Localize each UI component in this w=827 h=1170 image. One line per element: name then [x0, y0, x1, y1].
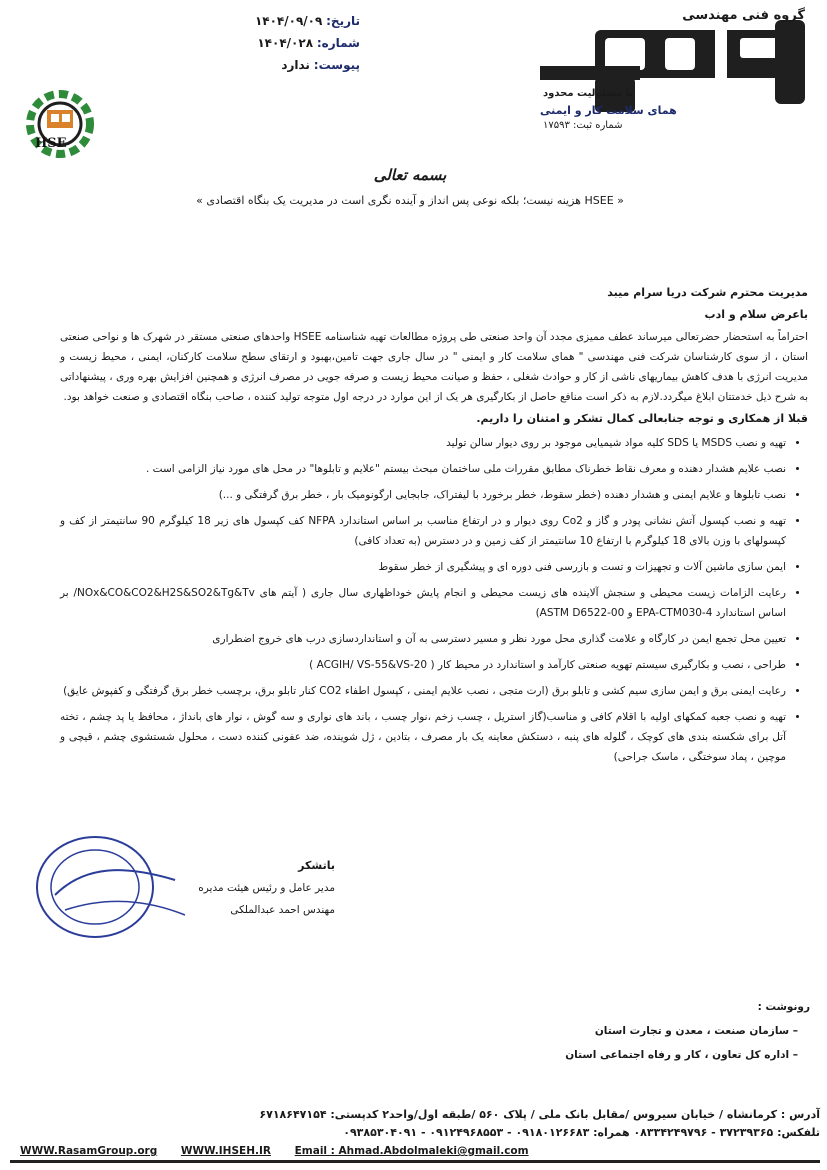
recipient: مدیریت محترم شرکت دریا سرام میبد: [607, 286, 808, 299]
date-value: ۱۴۰۴/۰۹/۰۹: [254, 14, 323, 28]
attachment-value: ندارد: [281, 58, 310, 72]
signature-block: [185, 855, 335, 921]
number-label: شماره:: [316, 36, 360, 50]
number-row: [250, 32, 360, 54]
motto: « HSEE هزینه نیست؛ بلکه نوعی پس انداز و آینده نگری است در مدیریت یک بنگاه اقتصادی »: [196, 194, 624, 207]
intro-line: قبلا از همکاری و توجه جنابعالی کمال تشکر و امتنان را داریم.: [476, 412, 808, 425]
company-stamp: [25, 825, 195, 950]
greeting: باعرض سلام و ادب: [704, 308, 808, 321]
attachment-row: [250, 54, 360, 76]
logo-subtitle: همای سلامت کار و ایمنی: [540, 104, 677, 117]
footer-links: [20, 1145, 549, 1157]
list-item: • تهیه و نصب MSDS یا SDS کلیه مواد شیمیایی موجود بر روی دیوار سالن تولید: [60, 433, 786, 453]
list-item: • تعیین محل تجمع ایمن در کارگاه و علامت گذاری محل مورد نظر و مسیر دسترسی به آن و استانداردسازی درب های خروج اضطراری: [60, 629, 786, 649]
letter-body: [60, 283, 808, 773]
email-link[interactable]: Email : Ahmad.Abdolmaleki@gmail.com: [294, 1145, 529, 1157]
list-item: • تهیه و نصب جعبه کمکهای اولیه با اقلام کافی و مناسب(گاز استریل ، چسب زخم ،نوار چسب ، باند های نواری و سه گوش ، نوار های بانداژ ، محافظ یا پد چشم ، تخته آتل برای شکسته بندی های کوچک ، گلوله های پنبه ، دستکش معاینه یک بار مصرف ، بتادین ، ژل شوینده، ضد عفونی کننده دست ، محلول شستشوی چشم ، قیچی و موچین ، پماد سوختگی ، ماسک جراحی): [60, 707, 786, 767]
list-item: • نصب علایم هشدار دهنده و معرف نقاط خطرناک مطابق مقررات ملی ساختمان مبحث بیستم "علایم و تابلوها" در محل های مورد نیاز الزامی است .: [60, 459, 786, 479]
logo-registration: شماره ثبت: ۱۷۵۹۳: [543, 120, 623, 131]
number-value: ۱۴۰۴/۰۲۸: [257, 36, 314, 50]
company-logo: [535, 8, 815, 136]
body-paragraph: احتراماً به استحضار حضرتعالی میرساند عطف ممیزی مجدد آن واحد صنعتی طی پروژه مطالعات تهیه شناسنامه HSEE واحدهای صنعتی مستقر در شهرک ها و نواحی صنعتی استان ، از سوی کارشناسان شرکت فنی مهندسی " همای سلامت کار و ایمنی " در سال جاری جهت تامین،بهبود و ارتقای سطح سلامت کارکنان، ایمنی ، محیط زیست و مدیریت انرژی با هدف کاهش بیماریهای ناشی از کار و حوادث شغلی ، حفظ و صیانت محیط زیست و صرفه جویی در مصرف انرژی و همچنین افزایش بهره وری ، پیشنهاداتی به شرح ذیل خدمتتان ابلاغ میگردد.لازم به ذکر است منافع حاصل از بکارگیری هر یک از این موارد در درجه اول متوجه تولید کننده ، صاحب بنگاه اقتصادی و صنعت خواهد بود.: [60, 331, 808, 403]
list-item: • نصب تابلوها و علایم ایمنی و هشدار دهنده (خطر سقوط، خطر برخورد با لیفتراک، جابجایی ارگونومیک بار ، خطر برق گرفتگی و ...): [60, 485, 786, 505]
list-item: • طراحی ، نصب و بکارگیری سیستم تهویه صنعتی کارآمد و استاندارد در محیط کار ( ACGIH/ VS-55&VS-20 ): [60, 655, 786, 675]
footer: [10, 1108, 820, 1164]
footer-address: آدرس : کرمانشاه / خیابان سیروس /مقابل بانک ملی / پلاک ۵۶۰ /طبقه اول/واحد۲ کدپستی: ۶۷۱۸۶۴۷۱۵۴: [259, 1108, 820, 1121]
list-item: • رعایت ایمنی برق و ایمن سازی سیم کشی و تابلو برق (ارت متجی ، نصب علایم ایمنی ، کپسول اطفاء CO2 کنار تابلو برق، برچسب خطر برق گرفتگی و کفپوش عایق): [60, 681, 786, 701]
gear-icon: [15, 88, 105, 166]
list-item: • ایمن سازی ماشین آلات و تجهیزات و تست و بازرسی فنی دوره ای و پیشگیری از خطر سقوط: [60, 557, 786, 577]
website-link[interactable]: WWW.IHSEH.IR: [180, 1145, 271, 1157]
hse-badge-text: HSE: [35, 136, 67, 151]
recommendation-list: [60, 433, 808, 767]
website-link[interactable]: WWW.RasamGroup.org: [20, 1145, 158, 1157]
signer-title: مدیر عامل و رئیس هیئت مدیره: [198, 882, 335, 894]
stamp-icon: [25, 825, 195, 950]
logo-tagline: گروه فنی مهندسی: [682, 8, 805, 23]
cc-heading: رونوشت :: [757, 1001, 810, 1013]
basmala: بسمه تعالی: [373, 166, 447, 184]
logo-responsibility: با مسئولیت محدود: [543, 88, 634, 99]
footer-divider: [10, 1160, 820, 1163]
letter-meta: [250, 10, 360, 76]
cc-item: – سازمان صنعت ، معدن و تجارت استان: [594, 1025, 798, 1037]
footer-phones: تلفکس: ۳۷۲۳۹۳۶۵ - ۰۸۳۳۴۲۴۹۷۹۶ همراه: ۰۹۱۸۰۱۲۶۶۸۳ - ۰۹۱۲۴۹۶۸۵۵۳ - ۰۹۳۸۵۳۰۴۰۹۱: [343, 1126, 820, 1139]
date-row: [250, 10, 360, 32]
signer-name: مهندس احمد عبدالملکی: [230, 904, 335, 916]
list-item: • رعایت الزامات زیست محیطی و سنجش آلاینده های زیست محیطی و انجام پایش خوداظهاری سال جاری ( آیتم های NOx&CO&CO2&H2S&SO2&Tg&Tv/ بر اساس استاندارد EPA-CTM030-4 و ASTM D6522-00): [60, 583, 786, 623]
attachment-label: پیوست:: [313, 58, 360, 72]
cc-item: – اداره کل تعاون ، کار و رفاه اجتماعی استان: [565, 1049, 798, 1061]
hse-badge: [15, 88, 105, 166]
cc-block: [470, 995, 810, 1067]
date-label: تاریخ:: [326, 14, 360, 28]
closing: باتشکر: [298, 859, 335, 872]
list-item: • تهیه و نصب کپسول آتش نشانی پودر و گاز و Co2 روی دیوار و در ارتفاع مناسب بر اساس استاندارد NFPA کف کپسول های زیر 18 کیلوگرم 90 سانتیمتر از کف و کپسولهای با وزن بالای 18 کیلوگرم با ارتفاع 10 سانتیمتر از کف زمین و در دسترس (به تعداد کافی): [60, 511, 786, 551]
